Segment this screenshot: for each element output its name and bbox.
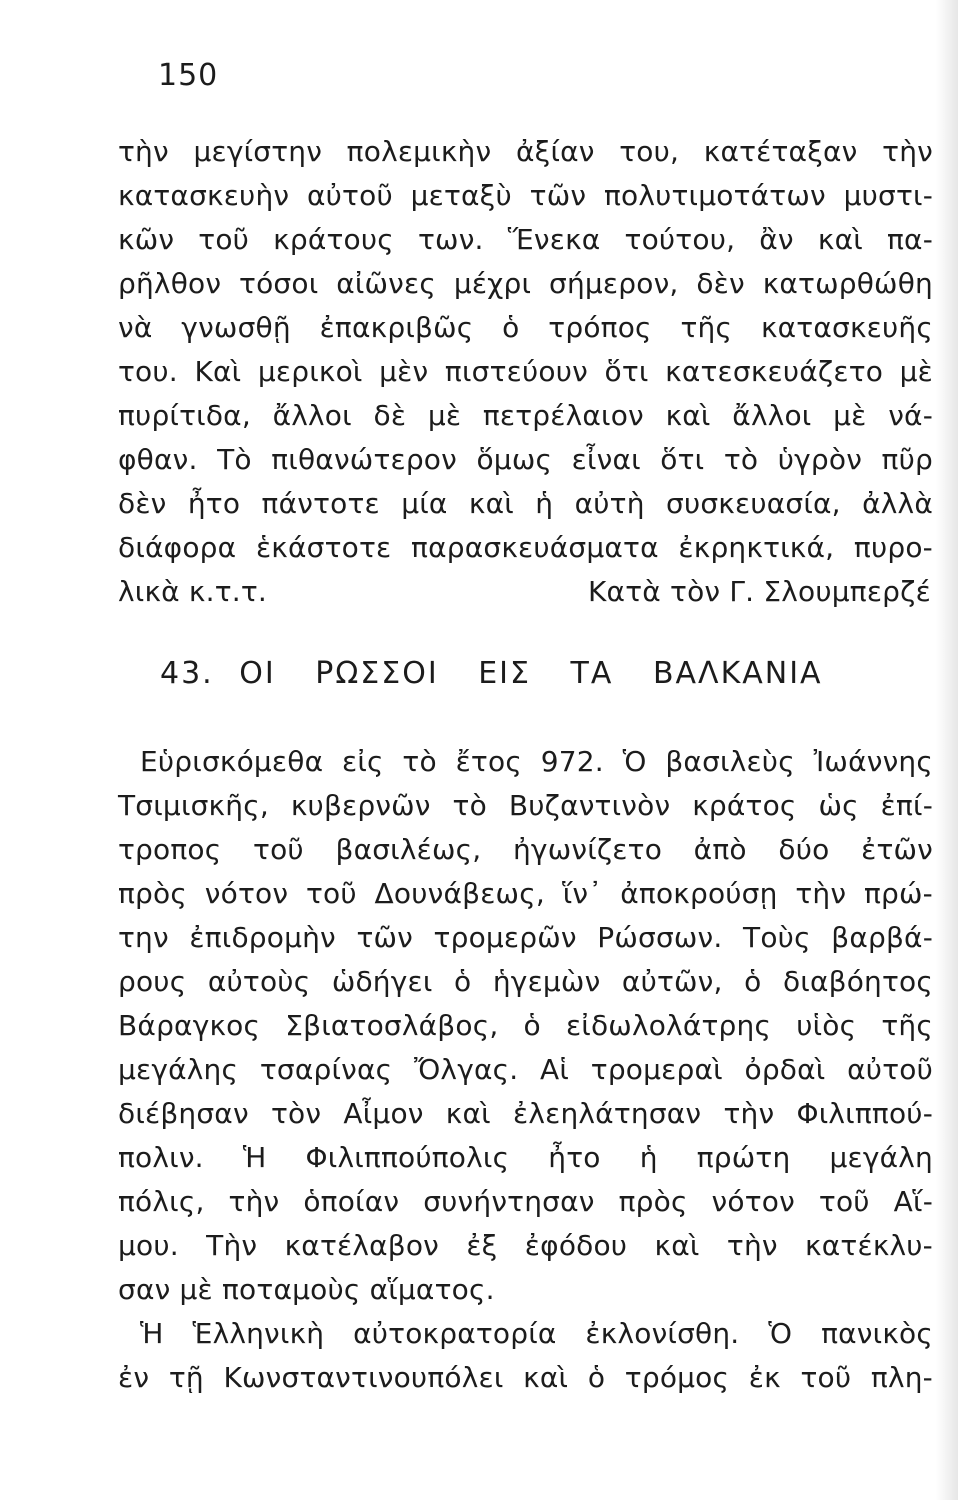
text-line: Βάραγκος Σβιατοσλάβος, ὁ εἰδωλολάτρης υἱὸς τῆς <box>118 1009 933 1042</box>
text-line: σαν μὲ ποταμοὺς αἵματος. <box>118 1273 495 1306</box>
text-line: διάφορα ἑκάστοτε παρασκευάσματα ἐκρηκτικά, πυρο- <box>118 531 933 564</box>
text-line: Τσιμισκῆς, κυβερνῶν τὸ Βυζαντινὸν κράτος ὡς ἐπί- <box>118 789 933 822</box>
text-line: ρῆλθον τόσοι αἰῶνες μέχρι σήμερον, δὲν κατωρθώθη <box>118 267 933 300</box>
text-line: μου. Τὴν κατέλαβον ἐξ ἐφόδου καὶ τὴν κατέκλυ- <box>118 1229 933 1262</box>
section-number: 43. <box>160 656 214 691</box>
text-line: κατασκευὴν αὐτοῦ μεταξὺ τῶν πολυτιμοτάτων μυστι- <box>118 179 933 212</box>
text-line: πρὸς νότον τοῦ Δουνάβεως, ἵν᾽ ἀποκρούσῃ τὴν πρώ- <box>118 877 933 910</box>
text-line: τὴν μεγίστην πολεμικὴν ἀξίαν του, κατέταξαν τὴν <box>118 135 933 168</box>
section-title-word: ΒΑΛΚΑΝΙΑ <box>652 656 823 691</box>
section-title-word: ΕΙΣ <box>478 656 531 691</box>
text-line: πόλις, τὴν ὁποίαν συνήντησαν πρὸς νότον τοῦ Αἵ- <box>118 1185 933 1218</box>
text-line: νὰ γνωσθῇ ἐπακριβῶς ὁ τρόπος τῆς κατασκευῆς <box>118 311 933 344</box>
page-number: 150 <box>158 58 219 93</box>
text-line: φθαν. Τὸ πιθανώτερον ὅμως εἶναι ὅτι τὸ ὑγρὸν πῦρ <box>118 443 933 476</box>
text-line: κῶν τοῦ κράτους των. Ἕνεκα τούτου, ἂν καὶ πα- <box>118 223 933 256</box>
text-line-start: λικὰ κ.τ.τ. <box>118 575 268 608</box>
text-line: ἐν τῇ Κωνσταντινουπόλει καὶ ὁ τρόμος ἐκ τοῦ πλη- <box>118 1361 933 1394</box>
text-line: μεγάλης τσαρίνας Ὄλγας. Αἱ τρομεραὶ ὀρδαὶ αὐτοῦ <box>118 1053 933 1086</box>
text-line: δὲν ἦτο πάντοτε μία καὶ ἡ αὐτὴ συσκευασία, ἀλλὰ <box>118 487 933 520</box>
text-line: πυρίτιδα, ἄλλοι δὲ μὲ πετρέλαιον καὶ ἄλλοι μὲ νά- <box>118 399 933 432</box>
section-title-word: ΤΑ <box>570 656 614 691</box>
text-line: πολιν. Ἡ Φιλιππούπολις ἦτο ἡ πρώτη μεγάλη <box>118 1141 933 1174</box>
section-title-word: ΟΙ <box>239 656 276 691</box>
text-line: του. Καὶ μερικοὶ μὲν πιστεύουν ὅτι κατεσκευάζετο μὲ <box>118 355 933 388</box>
text-line: διέβησαν τὸν Αἶμον καὶ ἐλεηλάτησαν τὴν Φιλιππού- <box>118 1097 933 1130</box>
text-line: Εὑρισκόμεθα εἰς τὸ ἔτος 972. Ὁ βασιλεὺς Ἰωάννης <box>140 745 933 778</box>
text-line: τροπος τοῦ βασιλέως, ἠγωνίζετο ἀπὸ δύο ἐτῶν <box>118 833 933 866</box>
text-line: την ἐπιδρομὴν τῶν τρομερῶν Ρώσσων. Τοὺς βαρβά- <box>118 921 933 954</box>
text-line: ρους αὐτοὺς ὡδήγει ὁ ἡγεμὼν αὐτῶν, ὁ διαβόητος <box>118 965 933 998</box>
text-line-with-attribution <box>118 570 933 614</box>
section-heading <box>160 656 851 691</box>
section-title-word: ΡΩΣΣΟΙ <box>315 656 439 691</box>
attribution-signature: Κατὰ τὸν Γ. Σλουμπερζέ <box>588 575 931 608</box>
page-edge-shadow <box>936 0 958 1500</box>
text-line: Ἡ Ἑλληνικὴ αὐτοκρατορία ἐκλονίσθη. Ὁ πανικὸς <box>140 1317 933 1350</box>
